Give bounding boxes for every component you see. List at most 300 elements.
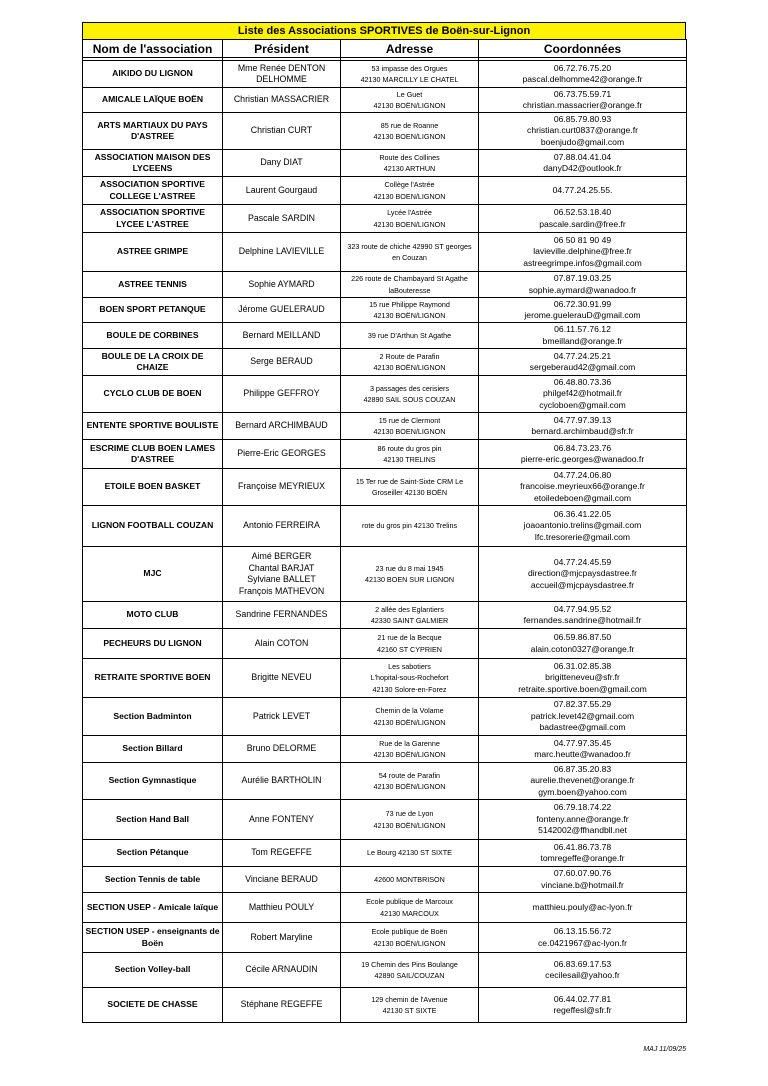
association-address-line: 42130 BOEN/LIGNON <box>373 191 446 201</box>
contact-details-line: accueil@mjcpaysdastree.fr <box>530 579 635 590</box>
president-name <box>223 469 341 506</box>
president-name-line: Patrick LEVET <box>252 710 311 721</box>
contact-details-line: badastree@gmail.com <box>539 722 626 733</box>
update-date: MAJ 11/09/25 <box>643 1046 686 1053</box>
president-name <box>223 61 341 88</box>
association-address-line: 42130 BOEN/LIGNON <box>373 427 446 436</box>
contact-details <box>479 469 687 506</box>
president-name-line: Aurélie BARTHOLIN <box>241 775 322 786</box>
association-address-line: 15 rue Philippe Raymond <box>369 299 450 309</box>
president-name-line: Cécile ARNAUDIN <box>245 964 318 975</box>
president-name-line: Sandrine FERNANDES <box>235 609 328 620</box>
contact-details-line: francoise.meyrieux66@orange.fr <box>520 481 645 492</box>
association-address-line: Le Guet <box>396 89 423 99</box>
table-row <box>83 177 687 205</box>
president-name <box>223 698 341 736</box>
president-name-line: Pierre-Eric GEORGES <box>237 448 326 459</box>
contact-details <box>479 659 687 698</box>
president-name-line: Matthieu POULY <box>248 901 315 912</box>
association-address-line: 3 passages des cerisiers <box>369 383 450 393</box>
table-row <box>83 602 687 629</box>
association-address-line: 42130 BOËN/LIGNON <box>373 820 446 830</box>
contact-details-line: patrick.levet42@gmail.com <box>530 710 635 721</box>
association-address-line: 42130 MARCILLY LE CHATEL <box>360 75 459 84</box>
president-name <box>223 867 341 893</box>
association-name: AIKIDO DU LIGNON <box>83 61 223 88</box>
contact-details-line: cycloboen@gmail.com <box>539 399 626 410</box>
president-name <box>223 272 341 298</box>
table-row <box>83 547 687 602</box>
contact-details <box>479 61 687 88</box>
president-name-line: Antonio FERREIRA <box>243 520 320 531</box>
contact-details-line: 07.87.19.03.25 <box>553 273 612 283</box>
contact-details-line: marc.heutte@wanadoo.fr <box>534 749 631 759</box>
president-name <box>223 349 341 376</box>
president-name-line: Stéphane REGEFFE <box>240 999 323 1010</box>
association-address <box>341 923 479 953</box>
contact-details <box>479 736 687 763</box>
president-name-line: Bernard MEILLAND <box>242 329 321 340</box>
association-address <box>341 698 479 736</box>
association-address-line: 42130 ARTHUN <box>383 164 436 173</box>
association-address <box>341 272 479 298</box>
contact-details-line: pierre-eric.georges@wanadoo.fr <box>520 454 645 464</box>
president-name-line: Serge BERAUD <box>250 356 313 367</box>
association-address-line: 15 Ter rue de Saint-Sixte CRM Le Groseiller 42130 BOËN <box>355 476 464 497</box>
contact-details-line: 06.72.76.75.20 <box>553 62 612 73</box>
contact-details-line: christian.massacrier@orange.fr <box>522 100 643 110</box>
association-address-line: Collège l'Astrée <box>384 180 435 189</box>
contact-details <box>479 506 687 547</box>
association-name: LIGNON FOOTBALL COUZAN <box>83 506 223 547</box>
president-name-line: Anne FONTENY <box>248 813 315 824</box>
president-name <box>223 953 341 988</box>
association-address <box>341 840 479 867</box>
table-row <box>83 840 687 867</box>
association-address-line: 53 impasse des Orgues <box>371 63 448 73</box>
association-address-line: 42130 BOËN/LIGNON <box>373 363 446 372</box>
table-header-row <box>83 40 687 58</box>
association-address <box>341 376 479 413</box>
association-name: ASSOCIATION MAISON DES LYCEENS <box>83 150 223 177</box>
contact-details-line: christian.curt0837@orange.fr <box>527 125 638 136</box>
association-name: MOTO CLUB <box>83 602 223 629</box>
association-name: ETOILE BOEN BASKET <box>83 469 223 506</box>
table-row <box>83 323 687 349</box>
table-body <box>83 58 687 1023</box>
association-name: AMICALE LAÏQUE BOËN <box>83 88 223 113</box>
table-row <box>83 440 687 469</box>
association-address-line: 39 rue D'Arthun St Agathe <box>367 330 452 340</box>
association-name: Section Pétanque <box>83 840 223 867</box>
president-name-line: Jérome GUELERAUD <box>238 304 325 315</box>
contact-details <box>479 893 687 923</box>
association-address-line: 86 route du gros pin <box>377 443 442 453</box>
table-row <box>83 659 687 698</box>
contact-details <box>479 629 687 659</box>
association-address-line: 42130 Solore-en-Forez <box>372 684 447 694</box>
president-name-line: François MATHEVON <box>238 585 325 596</box>
table-row <box>83 736 687 763</box>
association-name: BOULE DE CORBINES <box>83 323 223 349</box>
association-address-line: 42130 BOËN/LIGNON <box>373 101 446 110</box>
association-address <box>341 506 479 547</box>
president-name <box>223 506 341 547</box>
association-address <box>341 602 479 629</box>
contact-details-line: sergeberaud42@gmail.com <box>529 362 636 372</box>
president-name-line: Dany DIAT <box>260 157 303 168</box>
president-name-line: Bruno DELORME <box>246 743 317 754</box>
header-president: Président <box>223 40 341 58</box>
contact-details-line: retraite.sportive.boen@gmail.com <box>518 683 647 694</box>
contact-details-line: danyD42@outlook.fr <box>543 163 622 173</box>
contact-details-line: 06.83.69.17.53 <box>553 958 612 969</box>
table-row <box>83 469 687 506</box>
header-contact: Coordonnées <box>479 40 687 58</box>
contact-details-line: tomregeffe@orange.fr <box>540 853 625 863</box>
contact-details-line: sophie.aymard@wanadoo.fr <box>528 284 637 295</box>
association-address-line: 21 rue de la Becque <box>377 633 442 642</box>
association-name: PECHEURS DU LIGNON <box>83 629 223 659</box>
contact-details-line: 06.79.18.74.22 <box>553 802 612 813</box>
association-name: BOEN SPORT PETANQUE <box>83 298 223 323</box>
association-name: ARTS MARTIAUX DU PAYS D'ASTREE <box>83 113 223 150</box>
table-row <box>83 298 687 323</box>
association-address <box>341 113 479 150</box>
association-name: Section Gymnastique <box>83 763 223 800</box>
association-name: ENTENTE SPORTIVE BOULISTE <box>83 413 223 440</box>
association-address-line: 85 rue de Roanne <box>380 120 439 130</box>
contact-details-line: vinciane.b@hotmail.fr <box>541 879 624 890</box>
association-address <box>341 988 479 1023</box>
association-name: Section Tennis de table <box>83 867 223 893</box>
president-name-line: Alain COTON <box>254 637 309 648</box>
association-name: ASSOCIATION SPORTIVE COLLEGE L'ASTREE <box>83 177 223 205</box>
association-address <box>341 88 479 113</box>
association-address-line: 42130 BOEN/LIGNON <box>373 219 446 229</box>
contact-details-line: 07.82.37.55.29 <box>553 699 612 710</box>
association-address-line: Ecole publique de Boën <box>371 927 448 936</box>
contact-details-line: matthieu.pouly@ac-lyon.fr <box>532 901 633 912</box>
table-row <box>83 233 687 272</box>
association-address-line: 2 allée des Eglantiers <box>375 604 444 614</box>
table-row <box>83 150 687 177</box>
association-address <box>341 893 479 923</box>
association-address-line: 129 chemin de l'Avenue <box>371 994 448 1004</box>
contact-details-line: 06.31.02.85.38 <box>553 660 612 671</box>
association-name: SOCIETE DE CHASSE <box>83 988 223 1023</box>
president-name <box>223 323 341 349</box>
table-row <box>83 113 687 150</box>
contact-details-line: 06.84.73.23.76 <box>553 442 612 453</box>
president-name <box>223 893 341 923</box>
contact-details <box>479 602 687 629</box>
table-row <box>83 800 687 840</box>
contact-details <box>479 177 687 205</box>
contact-details-line: jerome.guelerauD@gmail.com <box>524 310 641 320</box>
association-address-line: Les sabotiers <box>388 661 431 671</box>
contact-details <box>479 233 687 272</box>
association-address-line: 42130 BOËN/LIGNON <box>373 311 446 320</box>
president-name-line: Laurent Gourgaud <box>245 184 318 195</box>
association-address <box>341 469 479 506</box>
president-name-line: Brigitte NEVEU <box>251 672 312 683</box>
contact-details-line: boenjudo@gmail.com <box>540 136 625 147</box>
association-address-line: rote du gros pin 42130 Trelins <box>361 521 458 531</box>
president-name-line: Aimé BERGER <box>251 551 312 561</box>
president-name-line: Philippe GEFFROY <box>243 388 320 399</box>
contact-details-line: lfc.tresorerie@gmail.com <box>534 531 631 542</box>
association-address <box>341 547 479 602</box>
association-name: ASSOCIATION SPORTIVE LYCEE L'ASTREE <box>83 205 223 233</box>
association-address <box>341 629 479 659</box>
contact-details-line: 04.77.24.25.55. <box>552 184 613 195</box>
contact-details <box>479 800 687 840</box>
association-address-line: 226 route de Chambayard St Agathe laBouteresse <box>351 274 468 295</box>
table-row <box>83 923 687 953</box>
president-name <box>223 736 341 763</box>
association-address-line: 23 rue du 8 mai 1945 <box>375 563 444 573</box>
table-row <box>83 953 687 988</box>
contact-details <box>479 988 687 1023</box>
president-name-line: DELHOMME <box>256 74 307 84</box>
contact-details <box>479 323 687 349</box>
contact-details-line: fonteny.anne@orange.fr <box>536 813 629 824</box>
association-address-line: 42130 BOËN/LIGNON <box>373 717 446 727</box>
contact-details-line: 06.52.53.18.40 <box>553 207 612 217</box>
president-name <box>223 440 341 469</box>
association-address-line: 42600 MONTBRISON <box>374 874 445 884</box>
contact-details-line: 04.77.97.39.13 <box>553 414 612 425</box>
association-address <box>341 177 479 205</box>
contact-details-line: 5142002@ffhandbll.net <box>538 825 627 836</box>
table-row <box>83 629 687 659</box>
contact-details-line: aurelie.thevenet@orange.fr <box>530 775 635 786</box>
table-row <box>83 413 687 440</box>
president-name <box>223 659 341 698</box>
contact-details-line: joaoantonio.trelins@gmail.com <box>523 520 642 531</box>
president-name <box>223 988 341 1023</box>
contact-details-line: philgef42@hotmail.fr <box>543 388 622 399</box>
contact-details-line: 06.11.57.76.12 <box>554 324 611 334</box>
contact-details <box>479 440 687 469</box>
association-address-line: 42130 BOEN SUR LIGNON <box>364 575 455 584</box>
contact-details-line: pascale.sardin@free.fr <box>539 218 626 229</box>
association-address-line: Le Bourg 42130 ST SIXTE <box>367 848 452 858</box>
association-address <box>341 298 479 323</box>
president-name <box>223 298 341 323</box>
association-address-line: Chemin de la Volame <box>375 706 444 715</box>
association-address <box>341 349 479 376</box>
association-name: CYCLO CLUB DE BOEN <box>83 376 223 413</box>
contact-details-line: 04.77.24.25.21 <box>553 350 612 361</box>
association-address-line: 42890 SAIL SOUS COUZAN <box>363 395 456 404</box>
president-name <box>223 177 341 205</box>
association-address-line: 42130 TRELINS <box>383 455 436 464</box>
contact-details-line: direction@mjcpaysdastree.fr <box>527 568 638 579</box>
association-name: BOULE DE LA CROIX DE CHAIZE <box>83 349 223 376</box>
association-address-line: 42130 MARCOUX <box>380 908 439 918</box>
association-address <box>341 61 479 88</box>
association-name: Section Volley-ball <box>83 953 223 988</box>
association-name: Section Billard <box>83 736 223 763</box>
president-name <box>223 763 341 800</box>
contact-details-line: 06.13.15.56.72 <box>553 926 612 936</box>
contact-details <box>479 698 687 736</box>
association-address <box>341 659 479 698</box>
contact-details <box>479 298 687 323</box>
table-row <box>83 88 687 113</box>
contact-details-line: astreegrimpe.infos@gmail.com <box>523 257 642 268</box>
president-name-line: Robert Maryline <box>250 931 313 942</box>
contact-details-line: fernandes.sandrine@hotmail.fr <box>523 615 642 625</box>
association-address-line: Route des Collines <box>379 152 440 162</box>
contact-details-line: lavieville.delphine@free.fr <box>533 246 632 257</box>
contact-details-line: regeffesl@sfr.fr <box>553 1005 612 1015</box>
association-address <box>341 150 479 177</box>
president-name-line: Françoise MEYRIEUX <box>237 481 325 492</box>
association-address-line: 19 Chemin des Pins Boulange <box>361 959 458 969</box>
association-name: ESCRIME CLUB BOEN LAMES D'ASTREE <box>83 440 223 469</box>
contact-details-line: 06.87.35.20.83 <box>553 763 612 774</box>
president-name <box>223 413 341 440</box>
president-name-line: Sophie AYMARD <box>248 278 315 289</box>
contact-details-line: 04.77.94.95.52 <box>553 603 612 614</box>
president-name <box>223 88 341 113</box>
contact-details-line: 04.77.97.35.45 <box>553 737 612 748</box>
table-row <box>83 867 687 893</box>
contact-details-line: cecilesail@yahoo.fr <box>545 970 620 980</box>
association-address-line: Rue de la Garenne <box>379 738 440 748</box>
association-name: SECTION USEP - enseignants de Boën <box>83 923 223 953</box>
contact-details <box>479 763 687 800</box>
president-name <box>223 602 341 629</box>
header-association-name: Nom de l'association <box>83 40 223 58</box>
association-address-line: 42890 SAIL/COUZAN <box>374 971 445 980</box>
president-name-line: Chantal BARJAT <box>248 562 315 573</box>
contact-details <box>479 547 687 602</box>
table-row <box>83 349 687 376</box>
association-address-line: Lycée l'Astrée <box>387 208 432 217</box>
contact-details-line: 07.60.07.90.76 <box>553 868 612 878</box>
president-name <box>223 376 341 413</box>
contact-details <box>479 272 687 298</box>
contact-details <box>479 840 687 867</box>
contact-details <box>479 376 687 413</box>
president-name-line: Tom REGEFFE <box>251 847 312 858</box>
contact-details-line: bernard.archimbaud@sfr.fr <box>531 426 634 436</box>
association-name: ASTREE GRIMPE <box>83 233 223 272</box>
contact-details-line: 06.44.02.77.81 <box>553 993 612 1004</box>
association-address-line: 42130 BOËN/LIGNON <box>373 750 446 759</box>
president-name-line: Vinciane BERAUD <box>245 873 318 884</box>
association-address <box>341 440 479 469</box>
contact-details <box>479 953 687 988</box>
table-row <box>83 205 687 233</box>
contact-details-line: pascal.delhomme42@orange.fr <box>522 74 643 84</box>
contact-details <box>479 150 687 177</box>
president-name <box>223 840 341 867</box>
table-row <box>83 506 687 547</box>
association-address-line: 42130 ST SIXTE <box>382 1006 437 1015</box>
association-name: Section Hand Ball <box>83 800 223 840</box>
president-name-line: Christian MASSACRIER <box>233 94 330 105</box>
table-row <box>83 272 687 298</box>
association-address-line: 323 route de chiche 42990 ST georges en Couzan <box>347 241 472 262</box>
president-name-line: Delphine LAVIEVILLE <box>238 246 325 257</box>
table-row <box>83 376 687 413</box>
association-address <box>341 953 479 988</box>
contact-details-line: etoiledeboen@gmail.com <box>533 492 632 503</box>
president-name-line: Pascale SARDIN <box>248 212 315 223</box>
association-address-line: 42130 BOËN/LIGNON <box>373 782 446 791</box>
contact-details-line: 06.48.80.73.36 <box>553 376 612 387</box>
association-name: RETRAITE SPORTIVE BOEN <box>83 659 223 698</box>
contact-details-line: gym.boen@yahoo.com <box>538 786 627 797</box>
contact-details-line: 06.73.75.59.71 <box>553 88 612 99</box>
contact-details <box>479 867 687 893</box>
contact-details-line: 06.85.79.80.93 <box>553 113 612 124</box>
association-address-line: 73 rue de Lyon <box>385 809 434 818</box>
association-address <box>341 800 479 840</box>
president-name <box>223 150 341 177</box>
association-address <box>341 323 479 349</box>
associations-sheet <box>82 22 686 1023</box>
president-name <box>223 629 341 659</box>
association-address <box>341 233 479 272</box>
association-name: MJC <box>83 547 223 602</box>
association-address <box>341 205 479 233</box>
table-row <box>83 988 687 1023</box>
association-address-line: Ecole publique de Marcoux <box>366 897 453 906</box>
association-address-line: 2 Route de Parafin <box>379 351 440 361</box>
association-address-line: 42160 ST CYPRIEN <box>377 644 442 654</box>
president-name-line: Bernard ARCHIMBAUD <box>235 420 328 431</box>
association-address-line: 42130 BOËN/LIGNON <box>373 938 446 948</box>
table-row <box>83 698 687 736</box>
association-address <box>341 867 479 893</box>
contact-details <box>479 205 687 233</box>
contact-details-line: 06 50 81 90 49 <box>553 234 612 245</box>
president-name-line: Mme Renée DENTON <box>237 62 326 73</box>
association-name: SECTION USEP - Amicale laïque <box>83 893 223 923</box>
association-address <box>341 763 479 800</box>
president-name <box>223 923 341 953</box>
association-address-line: 42330 SAINT GALMIER <box>370 616 449 625</box>
contact-details-line: 06.41.86.73.78 <box>553 841 612 852</box>
president-name <box>223 800 341 840</box>
contact-details-line: ce.0421967@ac-lyon.fr <box>538 937 627 948</box>
table-row <box>83 763 687 800</box>
president-name <box>223 547 341 602</box>
president-name <box>223 233 341 272</box>
association-name: ASTREE TENNIS <box>83 272 223 298</box>
contact-details-line: 06.72.30.91.99 <box>553 298 612 309</box>
contact-details-line: alain.coton0327@orange.fr <box>530 643 635 654</box>
association-address-line: 15 rue de Clermont <box>378 415 441 425</box>
association-address <box>341 736 479 763</box>
contact-details <box>479 113 687 150</box>
table-row <box>83 893 687 923</box>
contact-details <box>479 349 687 376</box>
president-name <box>223 113 341 150</box>
association-address-line: L'hopital-sous-Rochefort <box>370 673 449 683</box>
contact-details-line: 04.77.24.06.80 <box>553 469 612 480</box>
contact-details <box>479 923 687 953</box>
association-address <box>341 413 479 440</box>
contact-details-line: 07.88.04.41.04 <box>553 151 612 162</box>
contact-details-line: 06.36.41.22.05 <box>553 508 612 519</box>
